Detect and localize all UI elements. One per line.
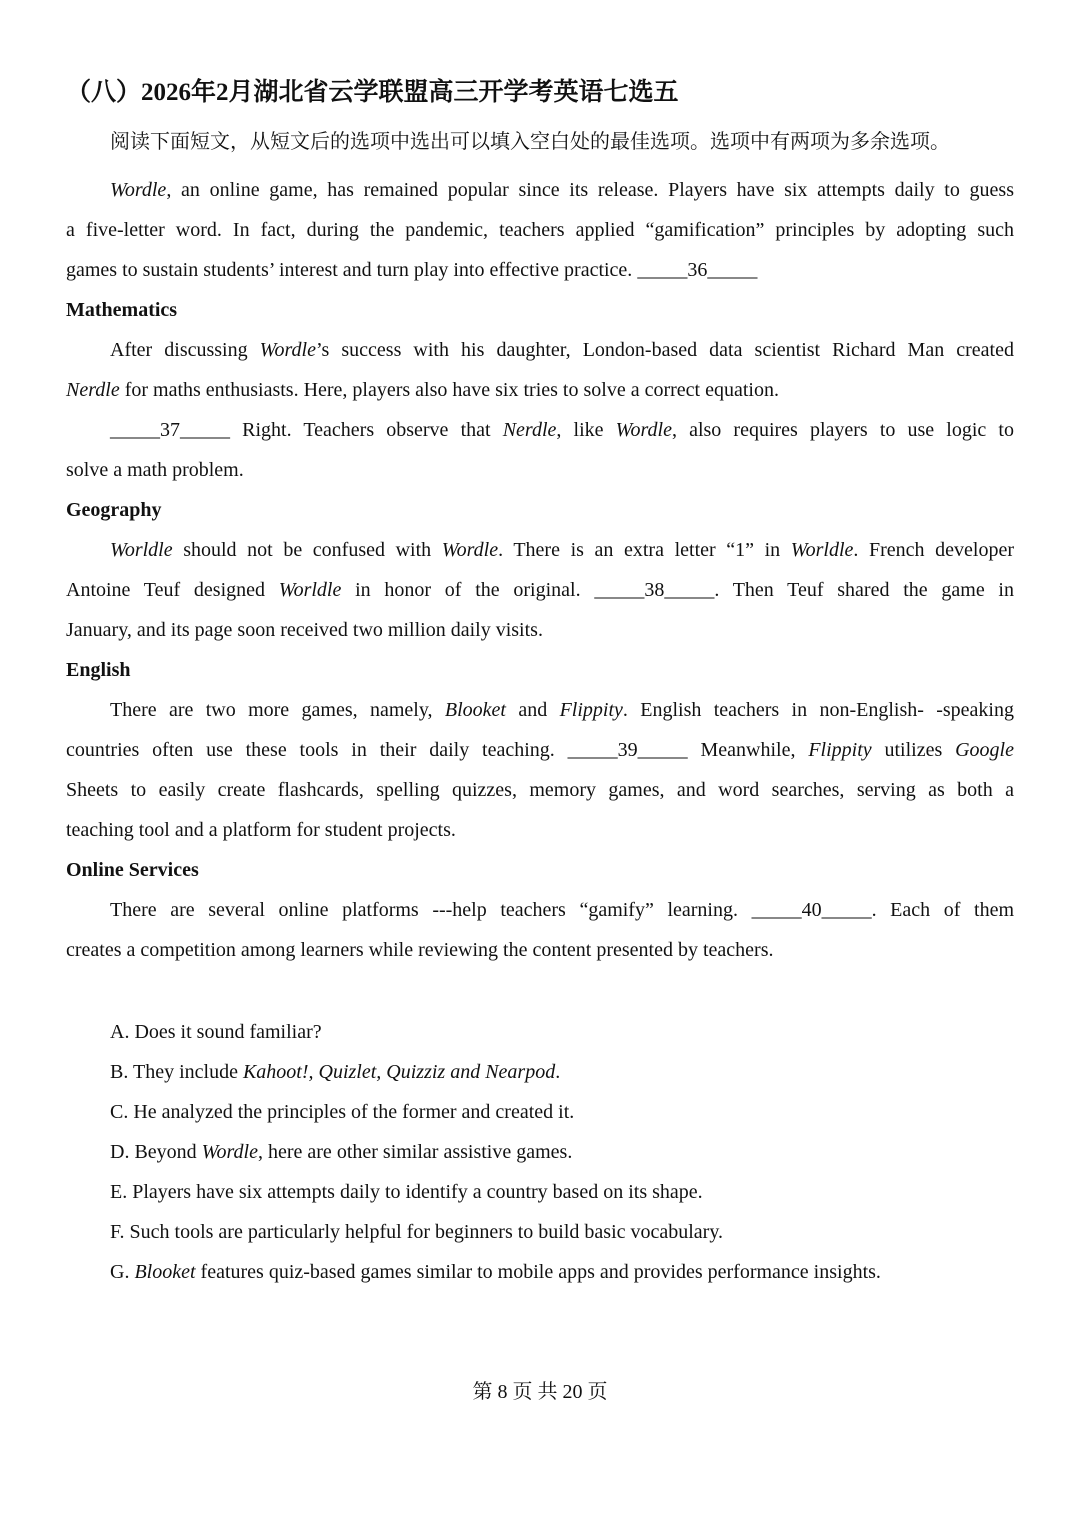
- math-line-1: After discussing Wordle’s success with his daughter, London-based data scientist Richard Man created: [110, 339, 1014, 361]
- eng-line-4: teaching tool and a platform for student projects.: [66, 819, 456, 841]
- blank-38[interactable]: _____38_____: [594, 579, 715, 601]
- section-heading-online-services: Online Services: [66, 859, 199, 881]
- eng-line-2: countries often use these tools in their daily teaching. _____39_____ Meanwhile, Flippity utilizes Google: [66, 739, 1014, 761]
- instruction-text: 阅读下面短文，从短文后的选项中选出可以填入空白处的最佳选项。选项中有两项为多余选项。: [110, 131, 950, 153]
- option-d: D. Beyond Wordle, here are other similar assistive games.: [110, 1141, 573, 1163]
- geo-line-3: January, and its page soon received two million daily visits.: [66, 619, 543, 641]
- blank-36[interactable]: _____36_____: [637, 259, 758, 281]
- intro-line-2: a five-letter word. In fact, during the pandemic, teachers applied “gamification” principles by adopting such: [66, 219, 1014, 241]
- math-line-2: Nerdle for maths enthusiasts. Here, players also have six tries to solve a correct equation.: [66, 379, 779, 401]
- blank-37[interactable]: _____37_____: [110, 419, 230, 441]
- eng-line-3: Sheets to easily create flashcards, spelling quizzes, memory games, and word searches, serving as both a: [66, 779, 1014, 801]
- option-g: G. Blooket features quiz-based games similar to mobile apps and provides performance insights.: [110, 1261, 881, 1283]
- blank-40[interactable]: _____40_____: [751, 899, 872, 921]
- section-heading-geography: Geography: [66, 499, 162, 521]
- online-line-2: creates a competition among learners while reviewing the content presented by teachers.: [66, 939, 774, 961]
- geo-line-2: Antoine Teuf designed Worldle in honor of the original. _____38_____. Then Teuf shared the game in: [66, 579, 1014, 601]
- online-line-1: There are several online platforms ---help teachers “gamify” learning. _____40_____. Each of them: [110, 899, 1015, 921]
- geo-line-1: Worldle should not be confused with Wordle. There is an extra letter “1” in Worldle. French developer: [110, 539, 1015, 561]
- game-name: Wordle: [110, 179, 167, 201]
- intro-line-1: Wordle, an online game, has remained popular since its release. Players have six attempts daily to guess: [110, 179, 1014, 201]
- blank-39[interactable]: _____39_____: [567, 739, 688, 761]
- option-b: B. They include Kahoot!, Quizlet, Quizziz and Nearpod.: [110, 1061, 561, 1083]
- math-line-3: _____37_____ Right. Teachers observe that Nerdle, like Wordle, also requires players to use logic to: [110, 419, 1014, 441]
- section-heading-english: English: [66, 659, 131, 681]
- eng-line-1: There are two more games, namely, Blooket and Flippity. English teachers in non-English- -speaking: [110, 699, 1014, 721]
- option-f: F. Such tools are particularly helpful for beginners to build basic vocabulary.: [110, 1221, 724, 1243]
- page-footer: 第 8 页 共 20 页: [472, 1381, 608, 1403]
- math-line-4: solve a math problem.: [66, 459, 244, 481]
- section-heading-mathematics: Mathematics: [66, 299, 178, 321]
- document-title: （八）2026年2月湖北省云学联盟高三开学考英语七选五: [66, 79, 679, 106]
- option-a: A. Does it sound familiar?: [110, 1021, 322, 1043]
- intro-line-3: games to sustain students’ interest and turn play into effective practice. _____36_____: [66, 259, 758, 281]
- option-e: E. Players have six attempts daily to identify a country based on its shape.: [110, 1181, 703, 1203]
- option-c: C. He analyzed the principles of the former and created it.: [110, 1101, 575, 1123]
